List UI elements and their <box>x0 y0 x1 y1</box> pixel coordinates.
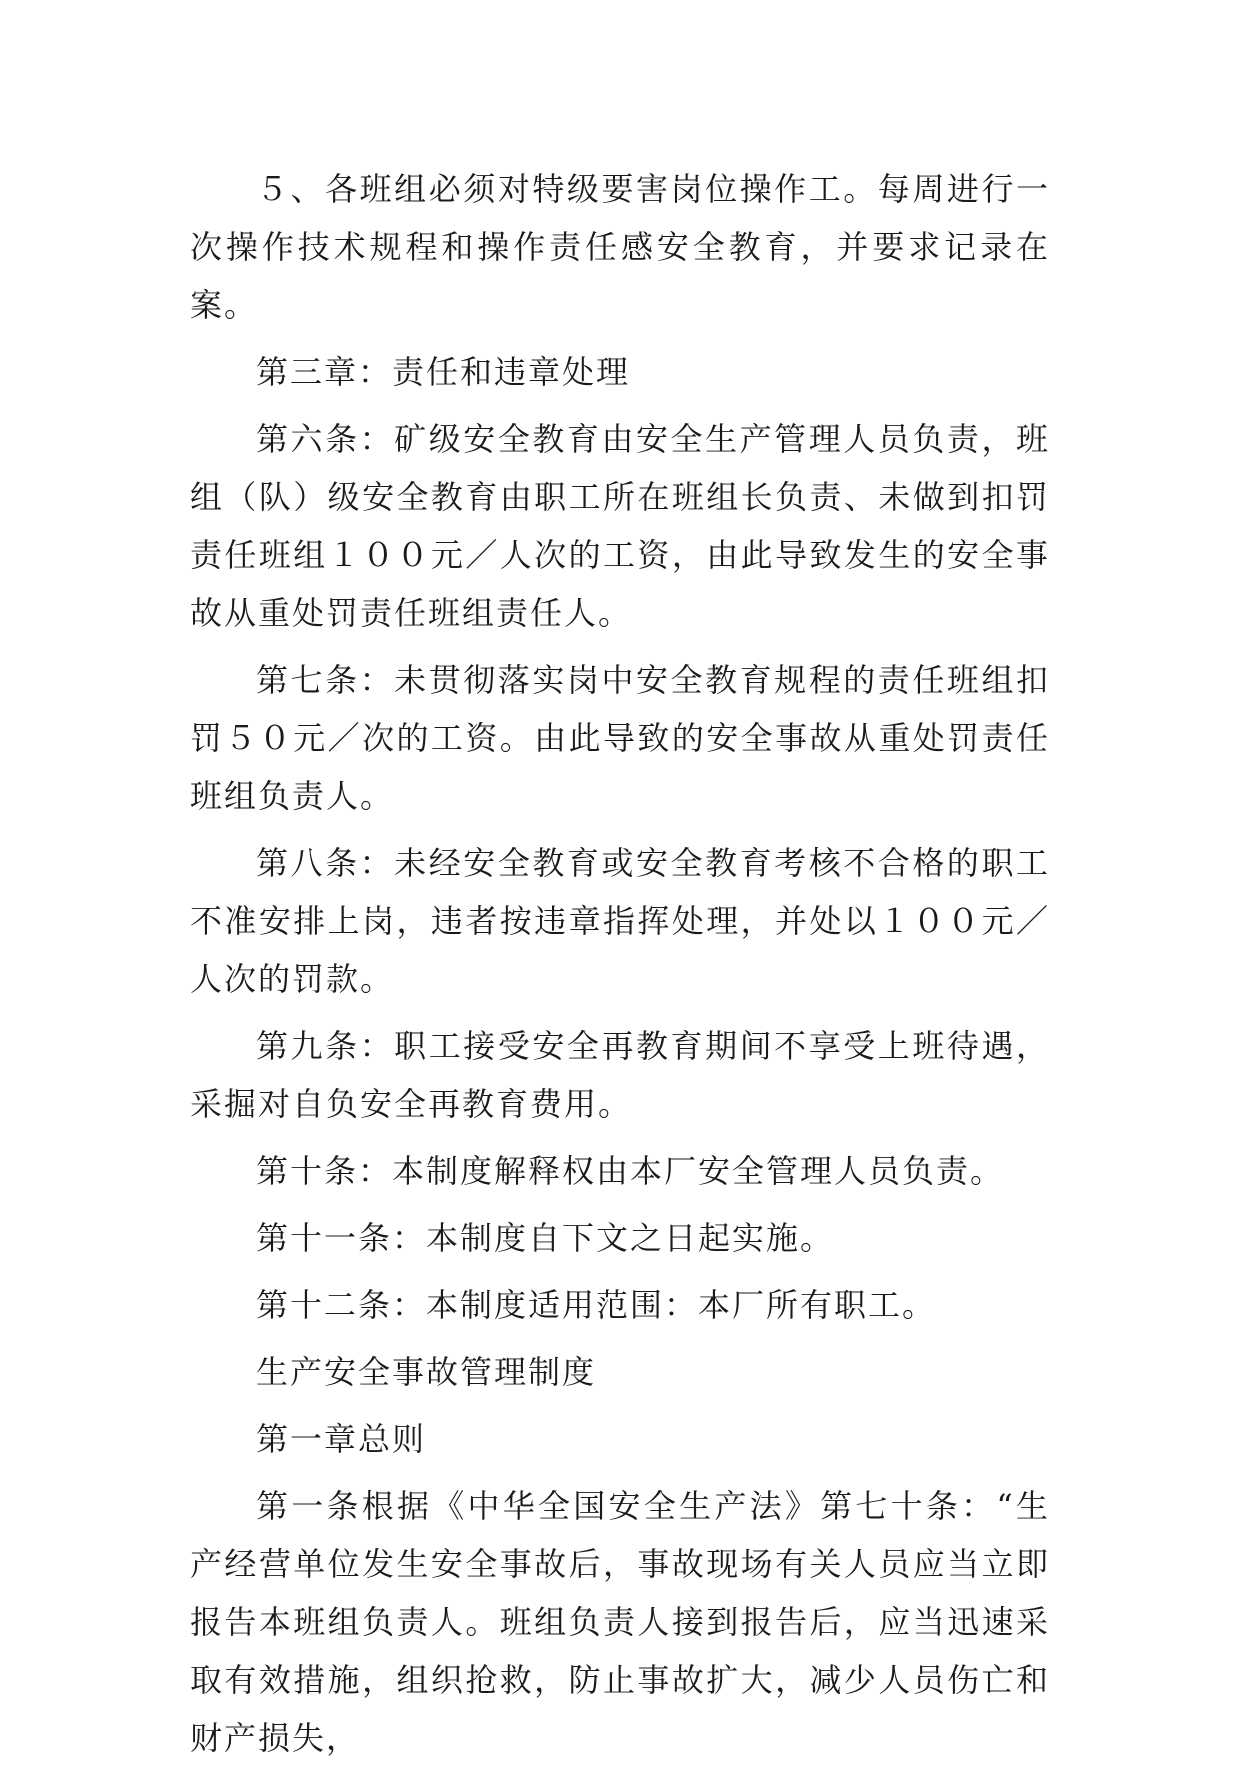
chapter-one-heading: 第一章总则 <box>256 1420 427 1458</box>
article-eight-paragraph: 第八条：未经安全教育或安全教育考核不合格的职工不准安排上岗，违者按违章指挥处理，并处以１００元／人次的罚款。 <box>190 844 1050 998</box>
article-ten-paragraph: 第十条：本制度解释权由本厂安全管理人员负责。 <box>256 1152 1005 1190</box>
article-eleven-paragraph: 第十一条：本制度自下文之日起实施。 <box>256 1219 835 1257</box>
article-nine-paragraph: 第九条：职工接受安全再教育期间不享受上班待遇，采掘对自负安全再教育费用。 <box>190 1027 1050 1123</box>
article-twelve-paragraph: 第十二条：本制度适用范围：本厂所有职工。 <box>256 1286 937 1324</box>
document-body <box>190 160 1050 1776</box>
section-title: 生产安全事故管理制度 <box>256 1353 597 1391</box>
article-six-paragraph: 第六条：矿级安全教育由安全生产管理人员负责，班组（队）级安全教育由职工所在班组长负责、未做到扣罚责任班组１００元／人次的工资，由此导致发生的安全事故从重处罚责任班组责任人。 <box>190 420 1050 632</box>
chapter-three-heading: 第三章：责任和违章处理 <box>256 353 631 391</box>
article-seven-paragraph: 第七条：未贯彻落实岗中安全教育规程的责任班组扣罚５０元／次的工资。由此导致的安全事故从重处罚责任班组负责人。 <box>190 661 1050 815</box>
paragraph-item-5: ５、各班组必须对特级要害岗位操作工。每周进行一次操作技术规程和操作责任感安全教育，并要求记录在案。 <box>190 170 1050 324</box>
article-one-paragraph: 第一条根据《中华全国安全生产法》第七十条：“生产经营单位发生安全事故后，事故现场有关人员应当立即报告本班组负责人。班组负责人接到报告后，应当迅速采取有效措施，组织抢救，防止事故扩大，减少人员伤亡和财产损失， <box>190 1487 1050 1757</box>
